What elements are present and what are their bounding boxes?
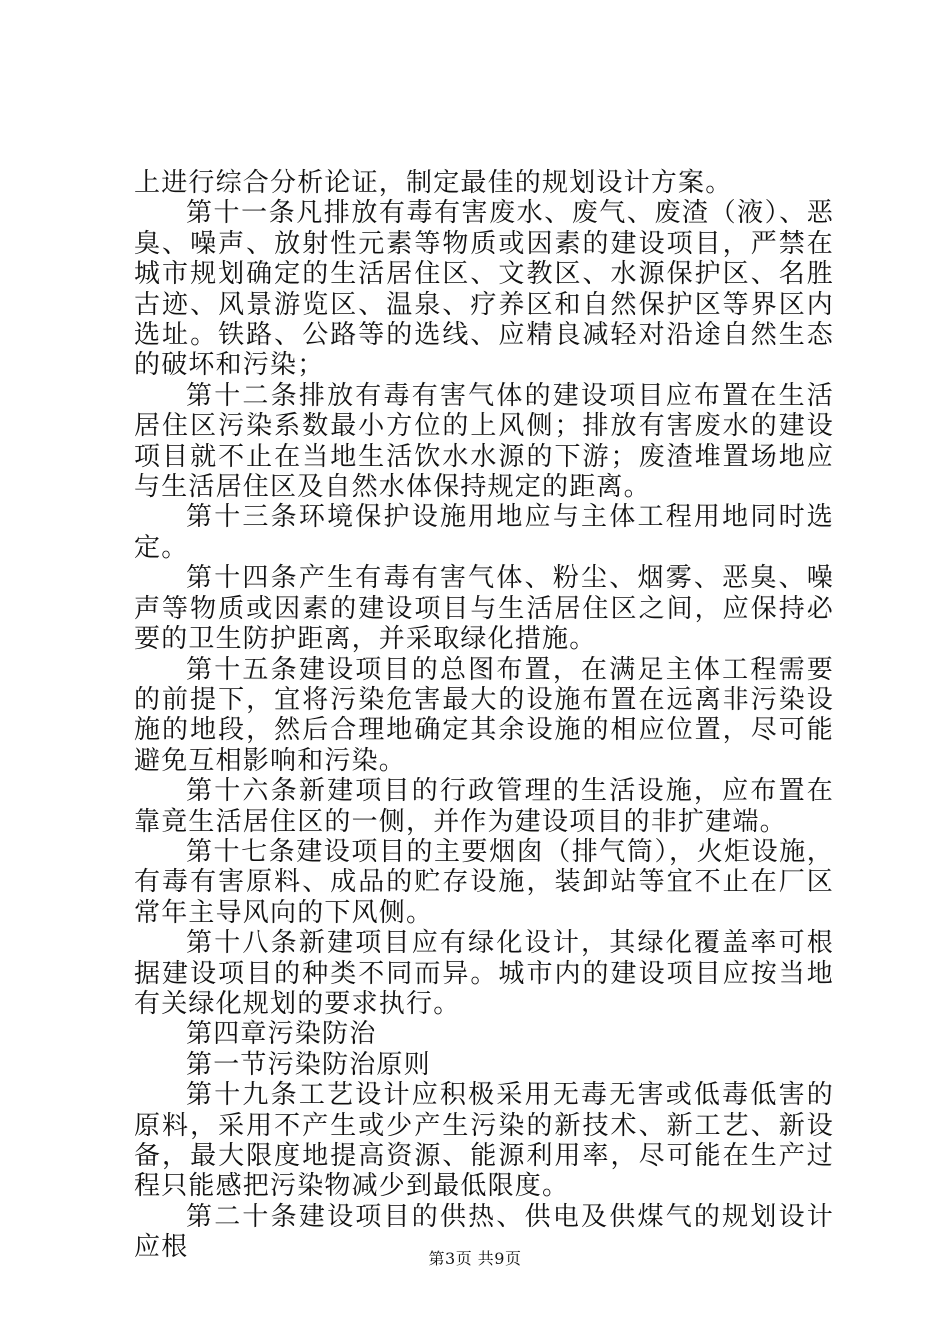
paragraph: 第四章污染防治: [186, 1019, 377, 1050]
paragraph: 第一节污染防治原则: [186, 1049, 431, 1080]
page-number-label: 第3页 共9页: [428, 1249, 522, 1268]
paragraph: 第二十条建设项目的供热、供电及供煤气的规划设计应根: [134, 1201, 834, 1263]
paragraph: 第十一条凡排放有毒有害废水、废气、废渣（液）、恶臭、噪声、放射性元素等物质或因素的建设项目，严禁在城市规划确定的生活居住区、文教区、水源保护区、名胜古迹、风景游览区、温泉、疗养区和自然保护区等界区内选址。铁路、公路等的选线、应精良减轻对沿途自然生态的破坏和污染；: [134, 198, 834, 381]
paragraph: 第十二条排放有毒有害气体的建设项目应布置在生活居住区污染系数最小方位的上风侧；排放有害废水的建设项目就不止在当地生活饮水水源的下游；废渣堆置场地应与生活居住区及自然水体保持规定的距离。: [134, 380, 834, 503]
document-body: [134, 168, 834, 1263]
paragraph: 上进行综合分析论证，制定最佳的规划设计方案。: [134, 168, 733, 198]
paragraph: 第十三条环境保护设施用地应与主体工程用地同时选定。: [134, 502, 834, 563]
page-footer: [0, 1246, 950, 1269]
paragraph: 第十五条建设项目的总图布置，在满足主体工程需要的前提下，宜将污染危害最大的设施布置在远离非污染设施的地段，然后合理地确定其余设施的相应位置，尽可能避免互相影响和污染。: [134, 654, 834, 776]
paragraph: 第十九条工艺设计应积极采用无毒无害或低毒低害的原料，采用不产生或少产生污染的新技术、新工艺、新设备，最大限度地提高资源、能源利用率，尽可能在生产过程只能感把污染物减少到最低限度。: [134, 1080, 834, 1202]
paragraph: 第十六条新建项目的行政管理的生活设施，应布置在靠竟生活居住区的一侧，并作为建设项目的非扩建端。: [134, 776, 834, 837]
paragraph: 第十八条新建项目应有绿化设计，其绿化覆盖率可根据建设项目的种类不同而异。城市内的建设项目应按当地有关绿化规划的要求执行。: [134, 928, 834, 1019]
paragraph: 第十四条产生有毒有害气体、粉尘、烟雾、恶臭、噪声等物质或因素的建设项目与生活居住区之间，应保持必要的卫生防护距离，并采取绿化措施。: [134, 563, 834, 655]
paragraph: 第十七条建设项目的主要烟囱（排气筒），火炬设施，有毒有害原料、成品的贮存设施，装卸站等宜不止在厂区常年主导风向的下风侧。: [134, 836, 834, 928]
